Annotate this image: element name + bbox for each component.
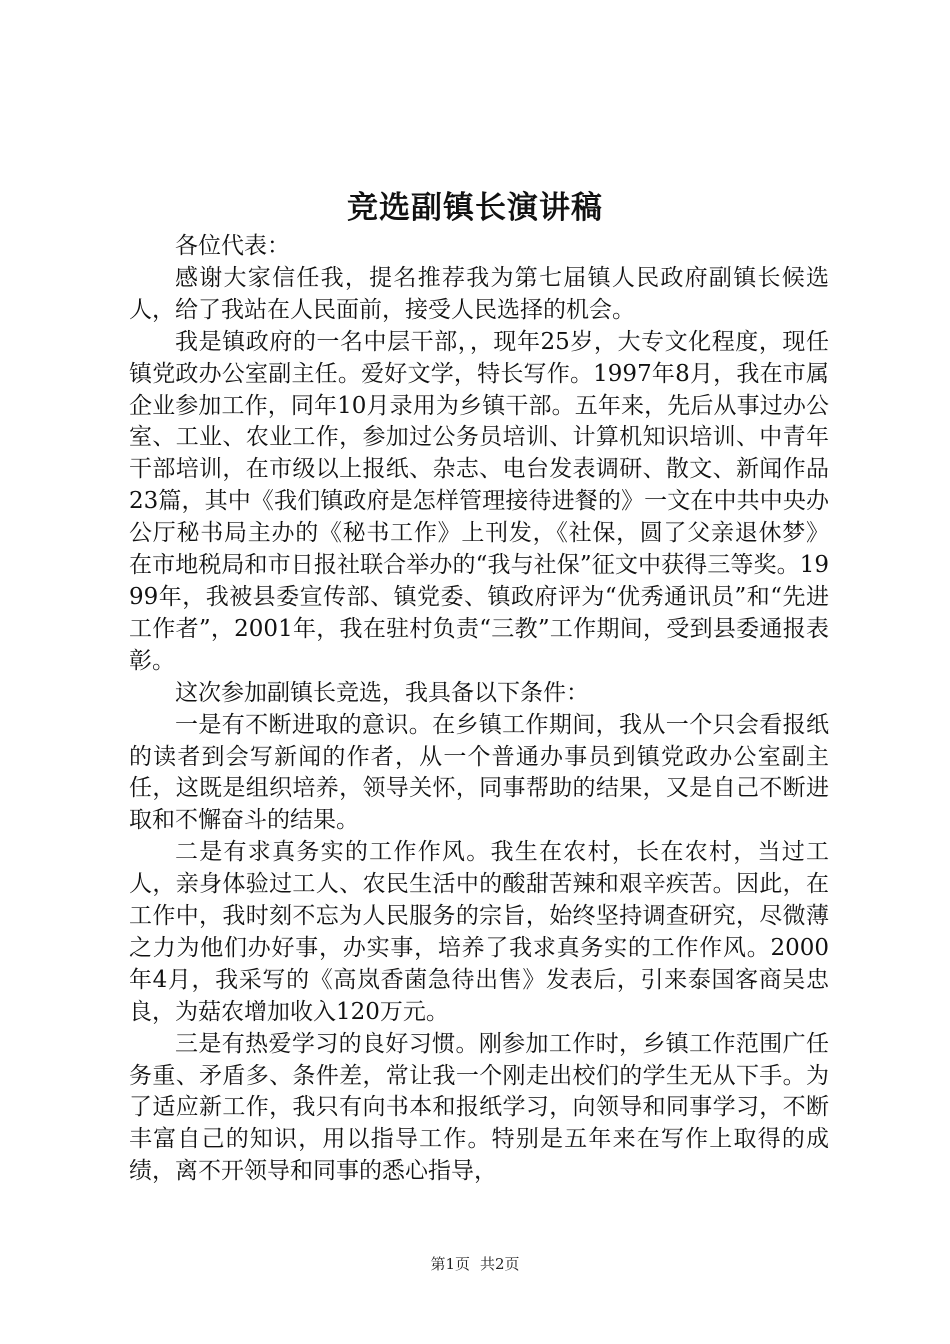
paragraph: 这次参加副镇长竞选，我具备以下条件：: [175, 679, 589, 706]
paragraph: 一是有不断进取的意识。在乡镇工作期间，我从一个只会看报纸的读者到会写新闻的作者，从一个普通办事员到镇党政办公室副主任，这既是组织培养，领导关怀，同事帮助的结果，又是自己不断进取和不懈奋斗的结果。: [129, 711, 829, 834]
page-total: 共2页: [480, 1255, 520, 1273]
paragraph: 感谢大家信任我，提名推荐我为第七届镇人民政府副镇长候选人，给了我站在人民面前，接受人民选择的机会。: [129, 264, 829, 323]
page-number: 第1页: [430, 1255, 470, 1273]
document-title: 竞选副镇长演讲稿: [347, 190, 603, 226]
paragraph-salutation: 各位代表：: [175, 233, 290, 259]
paragraph: 三是有热爱学习的良好习惯。刚参加工作时，乡镇工作范围广任务重、矛盾多、条件差，常让我一个刚走出校们的学生无从下手。为了适应新工作，我只有向书本和报纸学习，向领导和同事学习，不断丰富自己的知识，用以指导工作。特别是五年来在写作上取得的成绩，离不开领导和同事的悉心指导，: [129, 1030, 829, 1185]
document-body: [129, 231, 829, 1188]
paragraph: 我是镇政府的一名中层干部，，现年25岁，大专文化程度，现任镇党政办公室副主任。爱好文学，特长写作。1997年8月，我在市属企业参加工作，同年10月录用为乡镇干部。五年来，先后从事过办公室、工业、农业工作，参加过公务员培训、计算机知识培训、中青年干部培训，在市级以上报纸、杂志、电台发表调研、散文、新闻作品23篇，其中《我们镇政府是怎样管理接待进餐的》一文在中共中央办公厅秘书局主办的《秘书工作》上刊发，《社保，圆了父亲退休梦》在市地税局和市日报社联合举办的“我与社保”征文中获得三等奖。1999年，我被县委宣传部、镇党委、镇政府评为“优秀通讯员”和“先进工作者”，2001年，我在驻村负责“三教”工作期间，受到县委通报表彰。: [129, 328, 829, 674]
page-footer: [0, 1254, 950, 1274]
paragraph: 二是有求真务实的工作作风。我生在农村，长在农村，当过工人，亲身体验过工人、农民生活中的酸甜苦辣和艰辛疾苦。因此，在工作中，我时刻不忘为人民服务的宗旨，始终坚持调查研究，尽微薄之力为他们办好事，办实事，培养了我求真务实的工作作风。2000年4月，我采写的《高岚香菌急待出售》发表后，引来泰国客商吴忠良，为菇农增加收入120万元。: [129, 839, 829, 1025]
